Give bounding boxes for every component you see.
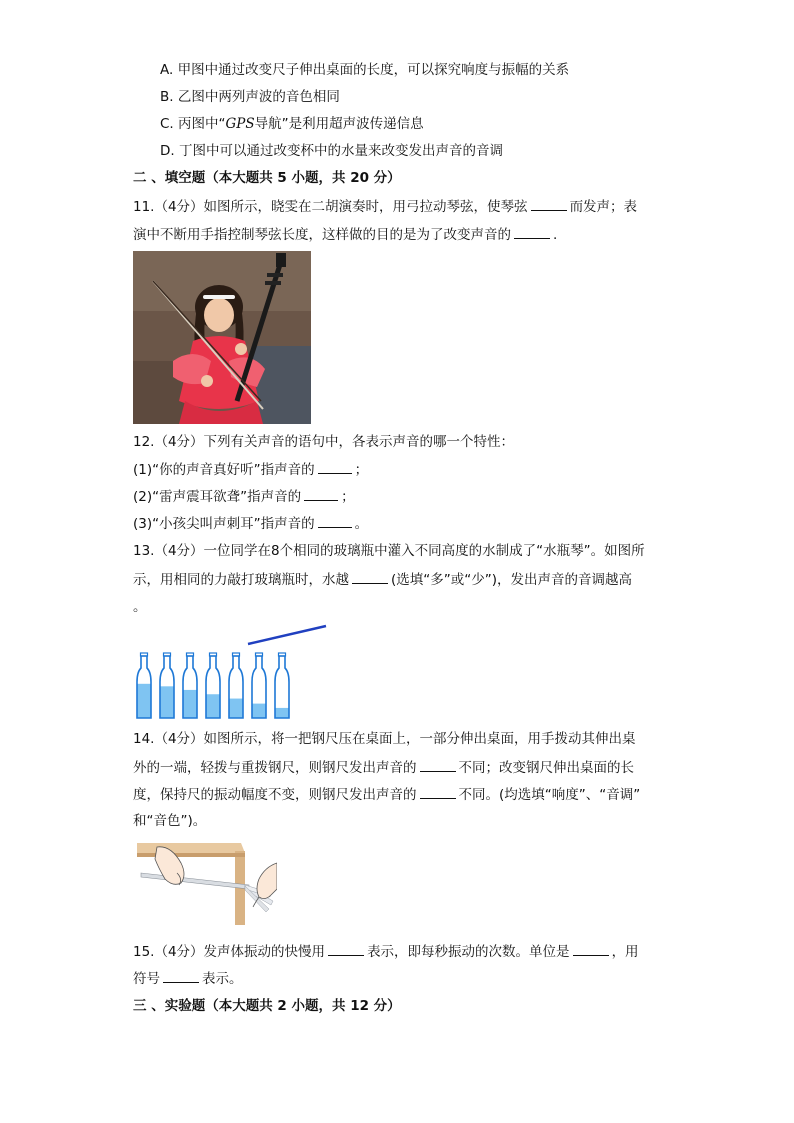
- striking-stick: [248, 626, 326, 644]
- q15-text-1b: 表示，即每秒振动的次数。单位是: [367, 944, 570, 960]
- water-bottle: [206, 653, 220, 718]
- water-bottles-figure: [130, 622, 330, 722]
- option-c: [160, 114, 424, 134]
- q15-text-1c: ，用: [611, 944, 639, 960]
- q11-line-2: [133, 224, 557, 245]
- option-a: A. 甲图中通过改变尺子伸出桌面的长度，可以探究响度与振幅的关系: [160, 62, 570, 78]
- option-c-prefix: C. 丙图中“: [160, 116, 226, 132]
- q13-text-2a: 示，用相同的力敲打玻璃瓶时，水越: [133, 572, 349, 588]
- q12-item-2-text: (2)“雷声震耳欲聋”指声音的: [133, 489, 302, 505]
- ruler-desk-figure: [137, 843, 277, 925]
- q14-text-3a: 度，保持尺的振动幅度不变，则钢尺发出声音的: [133, 787, 417, 803]
- q13-blank-1[interactable]: [352, 569, 388, 584]
- q14-line-3: [133, 784, 640, 805]
- q15-text-1a: 15.（4分）发声体振动的快慢用: [133, 944, 326, 960]
- water-bottle: [252, 653, 266, 718]
- water-bottle: [160, 653, 174, 718]
- q11-line-1: [133, 196, 637, 217]
- q12-item-3-text: (3)“小孩尖叫声刺耳”指声音的: [133, 516, 315, 532]
- q15-text-2b: 表示。: [202, 971, 243, 987]
- section-2-title: 二 、填空题（本大题共 5 小题，共 20 分）: [133, 170, 401, 186]
- q15-blank-3[interactable]: [163, 968, 199, 983]
- q13-line-3: 。: [133, 599, 147, 615]
- q13-line-1: 13.（4分）一位同学在8个相同的玻璃瓶中灌入不同高度的水制成了“水瓶琴”。如图所: [133, 543, 645, 559]
- q14-line-4: 和“音色”)。: [133, 813, 207, 829]
- water-bottle: [275, 653, 289, 718]
- q15-blank-1[interactable]: [328, 941, 364, 956]
- option-c-gps: GPS: [225, 116, 255, 132]
- q11-text-2b: .: [553, 227, 558, 243]
- q12-item-1-text: (1)“你的声音真好听”指声音的: [133, 462, 315, 478]
- q11-blank-1[interactable]: [531, 196, 567, 211]
- q12-stem: 12.（4分）下列有关声音的语句中，各表示声音的哪一个特性：: [133, 434, 515, 450]
- q14-blank-1[interactable]: [420, 757, 456, 772]
- q11-text-1b: 而发声；表: [569, 199, 638, 215]
- q14-text-2a: 外的一端，轻拨与重拨钢尺，则钢尺发出声音的: [133, 760, 417, 776]
- q12-item-3-end: 。: [354, 516, 369, 532]
- q14-blank-2[interactable]: [420, 784, 456, 799]
- water-bottle: [183, 653, 197, 718]
- q14-line-2: [133, 757, 634, 778]
- q11-text-1a: 11.（4分）如图所示，晓雯在二胡演奏时，用弓拉动琴弦，使琴弦: [133, 199, 528, 215]
- option-b: B. 乙图中两列声波的音色相同: [160, 89, 340, 105]
- q12-item-1: [133, 459, 368, 480]
- q12-item-3: [133, 513, 368, 534]
- q12-item-2-end: ；: [341, 489, 355, 505]
- water-bottle: [229, 653, 243, 718]
- q12-blank-2[interactable]: [304, 486, 338, 501]
- option-c-suffix: 导航”是利用超声波传递信息: [254, 116, 424, 132]
- q11-text-2a: 演中不断用手指控制琴弦长度，这样做的目的是为了改变声音的: [133, 227, 511, 243]
- section-3-title: 三 、实验题（本大题共 2 小题，共 12 分）: [133, 998, 401, 1014]
- option-d: D. 丁图中可以通过改变杯中的水量来改变发出声音的音调: [160, 143, 503, 159]
- q14-text-2b: 不同；改变钢尺伸出桌面的长: [458, 760, 634, 776]
- q15-line-1: [133, 941, 639, 962]
- q14-line-1: 14.（4分）如图所示，将一把钢尺压在桌面上，一部分伸出桌面，用手拨动其伸出桌: [133, 731, 636, 747]
- q12-item-1-end: ；: [354, 462, 369, 478]
- water-bottle: [137, 653, 151, 718]
- q15-line-2: [133, 968, 243, 989]
- q15-text-2a: 符号: [133, 971, 160, 987]
- q12-item-2: [133, 486, 355, 507]
- q11-blank-2[interactable]: [514, 224, 550, 239]
- q12-blank-3[interactable]: [318, 513, 352, 528]
- q12-blank-1[interactable]: [318, 459, 352, 474]
- q13-line-2: [133, 569, 632, 590]
- q13-text-2b: (选填“多”或“少”)，发出声音的音调越高: [391, 572, 633, 588]
- q15-blank-2[interactable]: [573, 941, 609, 956]
- erhu-performer-photo: [133, 251, 311, 424]
- q14-text-3b: 不同。(均选填“响度”、“音调”: [458, 787, 641, 803]
